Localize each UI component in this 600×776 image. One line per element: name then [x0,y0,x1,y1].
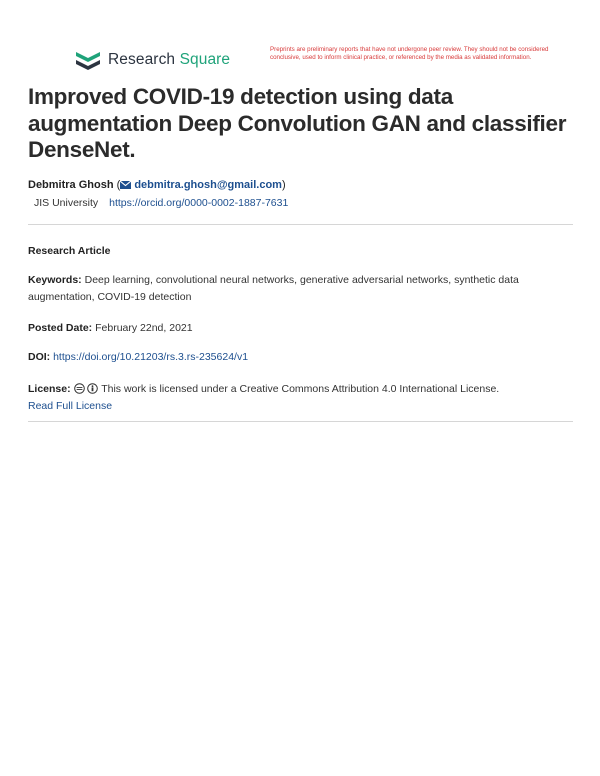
doi-link[interactable]: https://doi.org/10.21203/rs.3.rs-235624/v1 [53,351,249,363]
author-name: Debmitra Ghosh [28,179,114,191]
research-square-logo-icon [74,48,102,72]
divider [28,224,573,225]
orcid-link[interactable]: https://orcid.org/0000-0002-1887-7631 [109,197,289,209]
research-square-logo[interactable] [74,48,230,72]
doi [28,351,248,363]
paper-title: Improved COVID-19 detection using data augmentation Deep Convolution GAN and classifier DenseNet. [28,84,567,162]
header [74,46,549,76]
affiliation-name: JIS University [34,197,99,209]
envelope-icon [120,181,131,189]
author-line: Debmitra Ghosh ( debmitra.ghosh@gmail.com) [28,179,286,191]
license-label: License: [28,383,71,395]
posted-date-value: February 22nd, 2021 [95,322,193,334]
keywords [28,272,573,306]
brand-name-right: Square [179,51,231,68]
brand-name-left: Research [108,51,176,68]
divider [28,421,573,422]
posted-date-label: Posted Date: [28,322,93,334]
author-email-link[interactable]: debmitra.ghosh@gmail.com [134,179,282,191]
article-type: Research Article [28,245,111,257]
author-affiliation [34,197,288,209]
creative-commons-icon [74,383,85,394]
license-text: This work is licensed under a Creative Commons Attribution 4.0 International License. [101,383,500,395]
posted-date [28,322,193,334]
license [28,381,573,415]
preprint-disclaimer: Preprints are preliminary reports that have not undergone peer review. They should not be considered conclusive, used to inform clinical practice, or referenced by the media as validated information. [270,46,549,61]
read-full-license-link[interactable]: Read Full License [28,400,113,412]
keywords-label: Keywords: [28,274,82,286]
brand-name [108,51,230,69]
doi-label: DOI: [28,351,51,363]
attribution-icon [87,383,98,394]
keywords-text: Deep learning, convolutional neural networks, generative adversarial networks, synthetic data augmentation, COVID-19 detection [28,274,519,303]
